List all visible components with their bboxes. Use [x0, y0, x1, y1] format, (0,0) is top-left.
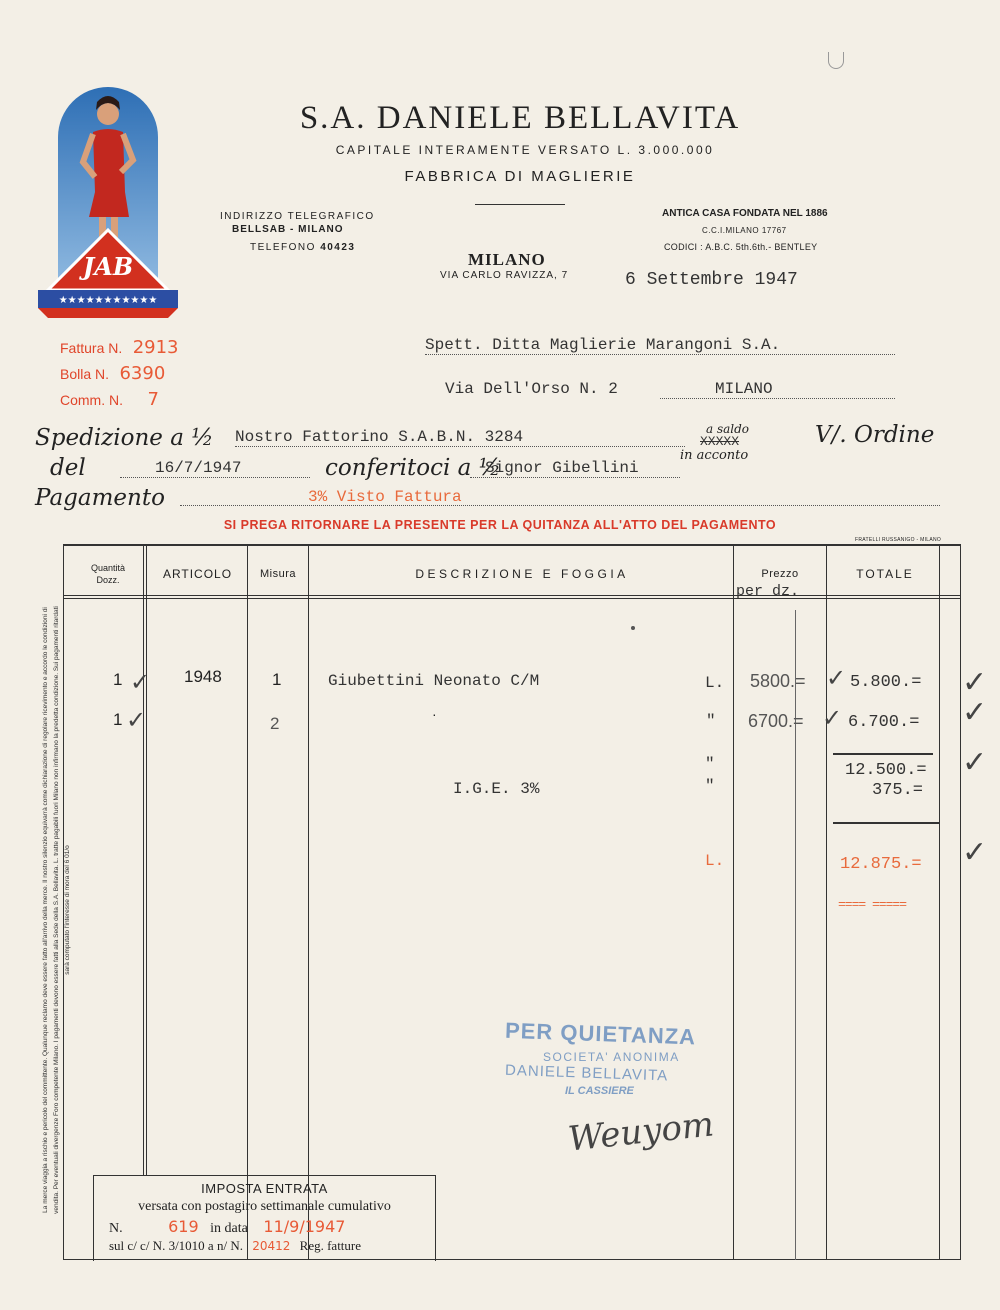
col-line-4	[733, 546, 734, 1260]
check-icon: ✓	[826, 664, 847, 692]
spedizione-label: Spedizione a ½	[35, 425, 214, 451]
tax-mark: "	[705, 777, 715, 795]
check-icon: ✓	[962, 745, 988, 780]
phone-line	[250, 242, 356, 253]
spedizione-value: Nostro Fattorino S.A.B.N. 3284	[235, 428, 685, 447]
street-address: VIA CARLO RAVIZZA, 7	[440, 270, 569, 281]
row-1-size: 1	[272, 670, 282, 689]
printer-credit: FRATELLI RUSSANIGO - MILANO	[855, 537, 942, 543]
struck-year: XXXXX	[700, 434, 740, 449]
conferito-value: Signor Gibellini	[470, 459, 680, 478]
header-total: TOTALE	[856, 567, 914, 581]
side-conditions: La merce viaggia a rischio e pericolo del committente. Qualunque reclamo deve essere fatto all'arrivo della merce. Il nostro silenzio equivarrà come dichiarazione di regolare ricevimento e accordo le condizioni di vendita. Per eventuali divergenze Foro competente Milano. I pagamenti devono essere fatti alla Sede della S.A. Bellavita. L. tratte pagabili fuori Milano non infirmano la predetta condizione. Sui pagamenti ritardati sarà computato l'interesse di mora del 6 01/o	[42, 606, 71, 1214]
del-label: del	[50, 455, 86, 481]
company-name: S.A. DANIELE BELLAVITA	[299, 100, 741, 136]
subtotal-rule	[833, 753, 933, 755]
tax-box-in-data: in data	[210, 1221, 248, 1236]
fattura-label: Fattura N.	[60, 340, 123, 356]
city-heading: MILANO	[468, 250, 546, 269]
header-divider	[475, 204, 565, 205]
fattura-number: 2913	[132, 337, 179, 358]
row-1-article: 1948	[184, 667, 222, 686]
recipient-address: Via Dell'Orso N. 2	[445, 380, 618, 398]
check-icon: ✓	[126, 706, 147, 734]
header-qty: Quantità Dozz.	[90, 563, 126, 585]
col-line-5	[795, 610, 796, 1260]
row-2-total: 6.700.=	[848, 713, 920, 732]
price-unit: per dz.	[736, 583, 800, 600]
check-icon: ✓	[962, 695, 988, 730]
grand-underline: ==== =====	[838, 897, 907, 912]
cashier-signature: Weuyom	[566, 1104, 716, 1160]
capital-line: CAPITALE INTERAMENTE VERSATO L. 3.000.000	[335, 143, 715, 157]
bolla-row	[60, 363, 220, 389]
col-line-3	[308, 546, 309, 1260]
header-article: ARTICOLO	[162, 567, 233, 581]
header-price: Prezzo	[761, 568, 799, 580]
row-1-qty: 1	[113, 670, 123, 689]
fattura-row	[60, 337, 220, 363]
phone-number: 40423	[320, 242, 356, 253]
pagamento-label: Pagamento	[35, 485, 165, 511]
del-date: 16/7/1947	[120, 459, 310, 478]
pagamento-value: 3% Visto Fattura	[308, 488, 462, 506]
grand-total: 12.875.=	[840, 855, 922, 874]
recipient-city: MILANO	[660, 380, 895, 399]
tax-box-line-3	[94, 1238, 435, 1254]
row-2-qty: 1	[113, 710, 123, 729]
check-icon: ✓	[962, 665, 988, 700]
cci-line: C.C.I.MILANO 17767	[702, 226, 787, 235]
col-line-1	[143, 546, 144, 1176]
company-logo	[33, 82, 183, 322]
col-line-2	[247, 546, 248, 1260]
tax-box-line-2	[94, 1217, 435, 1237]
row-1-price: 5800.=	[750, 671, 806, 691]
row-2-size: 2	[270, 714, 280, 733]
ordine-label: V/. Ordine	[815, 422, 935, 448]
tax-value: 375.=	[872, 781, 924, 800]
pencil-mark	[828, 52, 844, 69]
bolla-number: 6390	[119, 363, 166, 384]
row-1-currency: L.	[705, 674, 725, 692]
codes-line: CODICI : A.B.C. 5th.6th.- BENTLEY	[664, 242, 818, 252]
row-2-currency: "	[706, 712, 716, 730]
founded-line: ANTICA CASA FONDATA NEL 1886	[662, 208, 828, 219]
check-icon: ✓	[822, 704, 843, 732]
payment-stamp	[504, 1017, 745, 1097]
bolla-label: Bolla N.	[60, 366, 110, 382]
header-size: Misura	[259, 568, 296, 580]
activity-line: FABBRICA DI MAGLIERIE	[404, 168, 636, 185]
recipient-name: Spett. Ditta Maglierie Marangoni S.A.	[425, 336, 895, 355]
tax-box-line-1: versata con postagiro settimanale cumulativo	[138, 1199, 391, 1214]
tax-box-n-label: N.	[109, 1221, 123, 1236]
tax-label: I.G.E. 3%	[453, 780, 540, 798]
comm-label: Comm. N.	[60, 392, 123, 408]
total-rule	[833, 822, 939, 824]
stamp-line-1: PER QUIETANZA	[504, 1017, 697, 1050]
tax-box-title: IMPOSTA ENTRATA	[201, 1181, 328, 1196]
row-2-price: 6700.=	[748, 711, 804, 731]
row-2-dot: ·	[432, 706, 437, 722]
header-description: DESCRIZIONE E FOGGIA	[415, 567, 629, 581]
stamp-line-3: DANIELE BELLAVITA	[504, 1061, 669, 1085]
tax-box-n-value: 619	[168, 1217, 199, 1236]
telegraph-address: BELLSAB - MILANO	[232, 224, 344, 235]
row-1-total: 5.800.=	[850, 673, 922, 692]
stamp-line-2: SOCIETA' ANONIMA	[543, 1050, 680, 1064]
comm-number: 7	[147, 389, 159, 410]
stamp-line-4: IL CASSIERE	[565, 1085, 634, 1097]
conferito-label: conferitoci a ½	[325, 455, 501, 481]
tax-box-reg-label: Reg. fatture	[299, 1238, 362, 1253]
saldo-label: a saldo	[706, 422, 750, 436]
tax-box-sul-label: sul c/ c/ N. 3/1010 a n/ N.	[109, 1238, 243, 1253]
col-line-6	[826, 546, 827, 1260]
invoice-date: 6 Settembre 1947	[625, 270, 798, 290]
ink-dot	[631, 626, 635, 630]
telegraph-label: INDIRIZZO TELEGRAFICO	[220, 211, 375, 222]
subtotal-value: 12.500.=	[845, 761, 927, 780]
subtotal-mark: "	[705, 755, 715, 773]
row-1-description: Giubettini Neonato C/M	[328, 672, 540, 690]
tax-box-date: 11/9/1947	[263, 1217, 346, 1236]
check-icon: ✓	[962, 835, 988, 870]
tax-box	[93, 1175, 436, 1261]
ref-block	[60, 337, 220, 415]
col-line-7	[939, 546, 940, 1260]
svg-text:★★★★★★★★★★★: ★★★★★★★★★★★	[58, 295, 158, 306]
grand-currency: L.	[705, 852, 725, 870]
check-icon: ✓	[130, 668, 151, 696]
return-notice: SI PREGA RITORNARE LA PRESENTE PER LA QUITANZA ALL'ATTO DEL PAGAMENTO	[223, 518, 777, 532]
comm-row	[60, 389, 220, 415]
pagamento-line	[180, 505, 940, 506]
col-line-1b	[146, 546, 147, 1176]
phone-label: TELEFONO	[250, 242, 316, 253]
tax-box-reg-value: 20412	[252, 1239, 291, 1253]
acconto-label: in acconto	[680, 448, 749, 463]
logo-text: JAB	[82, 252, 134, 281]
